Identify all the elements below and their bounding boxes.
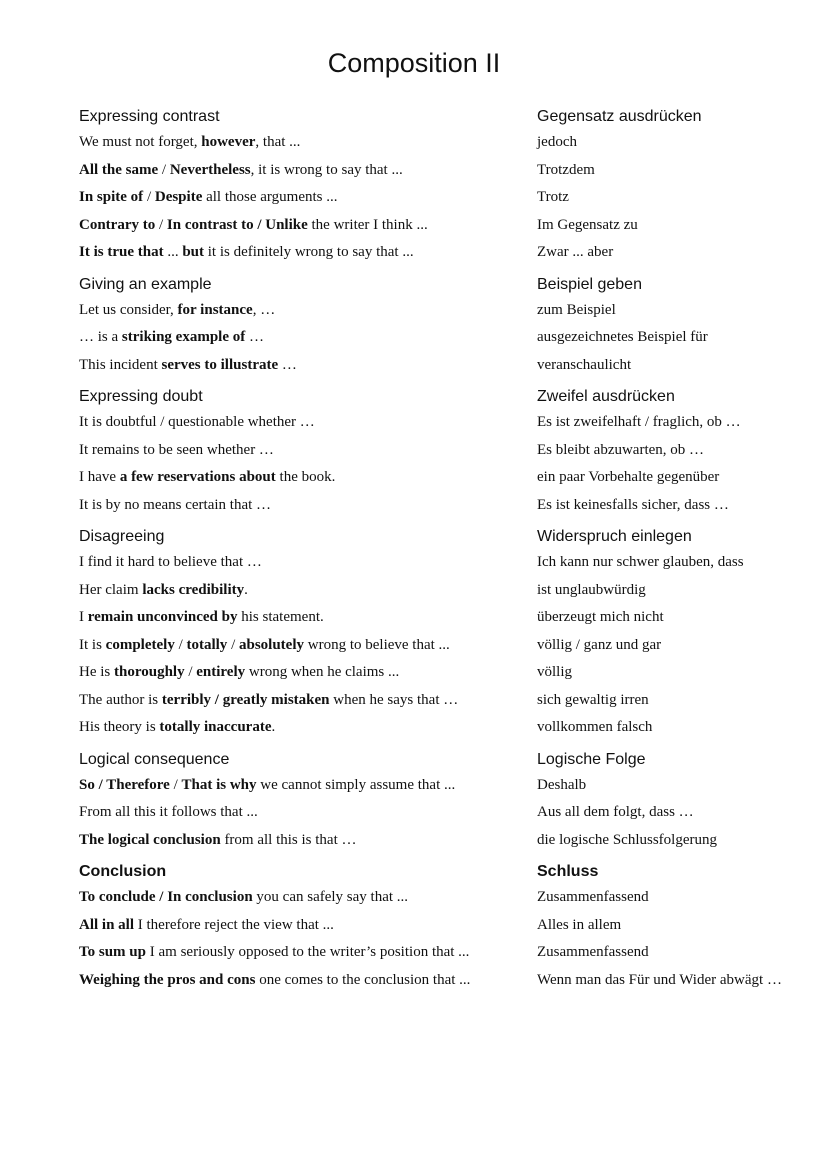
phrase-text: , that ... <box>255 134 301 150</box>
phrase-text: It is <box>79 636 106 653</box>
english-phrase <box>79 631 537 655</box>
english-phrase <box>79 798 537 822</box>
phrase-text: I find it hard to believe that … <box>79 554 262 570</box>
english-phrase <box>79 686 537 710</box>
section-heading-row <box>79 386 799 408</box>
english-phrase <box>79 713 537 737</box>
key-phrase: striking example of <box>121 329 246 345</box>
english-phrase <box>79 408 537 432</box>
phrase-text: , it is wrong to say that ... <box>250 161 403 178</box>
section-example <box>79 274 799 379</box>
german-translation: Aus all dem folgt, dass … <box>537 804 694 820</box>
german-translation: zum Beispiel <box>537 301 616 318</box>
section-heading-de: Schluss <box>537 863 599 880</box>
key-phrase: totally <box>186 636 228 653</box>
section-heading-row <box>79 274 799 296</box>
key-phrase: lacks credibility <box>142 581 245 598</box>
section-heading-de: Logische Folge <box>537 750 646 768</box>
phrase-row <box>79 296 799 324</box>
key-phrase: but <box>182 244 205 260</box>
phrase-row <box>79 491 799 519</box>
phrase-row <box>79 631 799 659</box>
section-consequence <box>79 749 799 854</box>
phrase-row <box>79 771 799 799</box>
english-phrase <box>79 323 537 347</box>
phrase-text: I therefore reject the view that ... <box>134 916 334 933</box>
german-translation: Zusammenfassend <box>537 944 649 960</box>
phrase-row <box>79 658 799 686</box>
english-phrase <box>79 771 537 795</box>
english-phrase <box>79 491 537 515</box>
phrase-text: I have <box>79 469 120 485</box>
english-phrase <box>79 603 537 627</box>
english-phrase <box>79 128 537 152</box>
german-translation: Zwar ... aber <box>537 244 614 260</box>
key-phrase: absolutely <box>238 636 304 653</box>
key-phrase: The logical conclusion <box>79 831 221 848</box>
key-phrase: terribly / greatly mistaken <box>161 691 330 708</box>
german-translation: veranschaulicht <box>537 356 632 373</box>
english-phrase <box>79 658 537 682</box>
german-translation: Deshalb <box>537 776 587 793</box>
phrase-text: / <box>184 664 197 680</box>
phrase-text: / <box>169 776 182 793</box>
german-translation: Im Gegensatz zu <box>537 216 638 233</box>
section-heading-en: Disagreeing <box>79 528 165 545</box>
phrase-text: / <box>155 216 167 233</box>
key-phrase: Nevertheless <box>169 161 251 178</box>
phrase-row <box>79 576 799 604</box>
phrase-text: It remains to be seen whether … <box>79 441 274 458</box>
phrase-text: … is a <box>79 329 122 345</box>
key-phrase: All the same <box>79 161 159 178</box>
phrase-row <box>79 156 799 184</box>
key-phrase: completely <box>105 636 175 653</box>
phrase-text: Her claim <box>79 581 143 598</box>
phrase-text: I <box>79 609 88 625</box>
german-translation: völlig <box>537 664 573 680</box>
phrase-row <box>79 211 799 239</box>
phrase-text: / <box>174 636 187 653</box>
german-translation: ist unglaubwürdig <box>537 581 646 598</box>
german-translation: Es ist keinesfalls sicher, dass … <box>537 496 729 513</box>
key-phrase: To sum up <box>79 944 146 960</box>
key-phrase: In contrast to / Unlike <box>166 216 308 233</box>
key-phrase: serves to illustrate <box>161 356 279 373</box>
section-heading-en: Conclusion <box>79 863 167 880</box>
phrase-text: Let us consider, <box>79 301 178 318</box>
key-phrase: It is true that <box>79 244 164 260</box>
phrase-text: His theory is <box>79 719 160 735</box>
phrase-text: / <box>143 189 155 205</box>
phrase-row <box>79 826 799 854</box>
german-translation: Trotzdem <box>537 161 595 178</box>
german-translation: Zusammenfassend <box>537 889 649 905</box>
phrase-row <box>79 238 799 266</box>
key-phrase: for instance <box>177 301 253 318</box>
section-heading-row <box>79 526 799 548</box>
phrase-text: from all this is that … <box>220 831 357 848</box>
phrase-row <box>79 603 799 631</box>
key-phrase: In spite of <box>79 189 144 205</box>
phrase-text: We must not forget, <box>79 134 202 150</box>
phrase-row <box>79 463 799 491</box>
phrase-text: I am seriously opposed to the writer’s position that ... <box>146 944 470 960</box>
key-phrase: entirely <box>196 664 246 680</box>
phrase-text: it is definitely wrong to say that ... <box>204 244 414 260</box>
key-phrase: a few reservations about <box>119 469 276 485</box>
phrase-text: The author is <box>79 691 162 708</box>
german-translation: völlig / ganz und gar <box>537 636 662 653</box>
english-phrase <box>79 826 537 850</box>
phrase-row <box>79 713 799 741</box>
german-translation: jedoch <box>537 134 577 150</box>
key-phrase: All in all <box>79 916 135 933</box>
english-phrase <box>79 576 537 600</box>
phrase-text: the writer I think ... <box>307 216 428 233</box>
section-heading-row <box>79 749 799 771</box>
phrase-row <box>79 323 799 351</box>
section-contrast <box>79 106 799 266</box>
phrase-text: when he says that … <box>329 691 459 708</box>
phrase-text: ... <box>163 244 183 260</box>
key-phrase: thoroughly <box>114 664 185 680</box>
phrase-text: / <box>158 161 170 178</box>
key-phrase: To conclude / In conclusion <box>79 889 253 905</box>
english-phrase <box>79 883 537 907</box>
section-doubt <box>79 386 799 518</box>
phrase-row <box>79 128 799 156</box>
german-translation: Es bleibt abzuwarten, ob … <box>537 441 705 458</box>
english-phrase <box>79 436 537 460</box>
phrase-text: . <box>271 719 276 735</box>
section-disagreeing <box>79 526 799 741</box>
english-phrase <box>79 238 537 262</box>
phrase-text: wrong to believe that ... <box>304 636 450 653</box>
phrase-row <box>79 351 799 379</box>
german-translation: überzeugt mich nicht <box>537 609 664 625</box>
phrase-text: one comes to the conclusion that ... <box>255 971 471 988</box>
english-phrase <box>79 211 537 235</box>
phrase-text: wrong when he claims ... <box>245 664 400 680</box>
phrase-text: … <box>278 356 297 373</box>
english-phrase <box>79 463 537 487</box>
key-phrase: Contrary to <box>79 216 156 233</box>
phrase-text: the book. <box>275 469 336 485</box>
english-phrase <box>79 156 537 180</box>
page-title: Composition II <box>327 48 501 78</box>
german-translation: Ich kann nur schwer glauben, dass <box>537 554 744 570</box>
key-phrase: Despite <box>154 189 203 205</box>
key-phrase: That is why <box>181 776 257 793</box>
phrase-row <box>79 548 799 576</box>
phrase-row <box>79 686 799 714</box>
key-phrase: So / Therefore <box>79 776 170 793</box>
phrase-row <box>79 966 799 994</box>
section-heading-en: Logical consequence <box>79 750 230 768</box>
phrase-sections <box>79 106 799 1001</box>
phrase-text: . <box>244 581 248 598</box>
section-heading-en: Giving an example <box>79 275 212 293</box>
english-phrase <box>79 351 537 375</box>
english-phrase <box>79 296 537 320</box>
phrase-text: … <box>245 329 264 345</box>
german-translation: Trotz <box>537 189 569 205</box>
phrase-text: It is by no means certain that … <box>79 496 272 513</box>
key-phrase: however <box>201 134 256 150</box>
section-heading-row <box>79 861 799 883</box>
phrase-text: From all this it follows that ... <box>79 804 258 820</box>
section-heading-de: Widerspruch einlegen <box>537 528 692 545</box>
phrase-row <box>79 911 799 939</box>
english-phrase <box>79 938 537 962</box>
section-heading-de: Zweifel ausdrücken <box>537 388 675 405</box>
phrase-text: his statement. <box>237 609 324 625</box>
english-phrase <box>79 966 537 990</box>
german-translation: sich gewaltig irren <box>537 691 649 708</box>
english-phrase <box>79 911 537 935</box>
key-phrase: Weighing the pros and cons <box>79 971 256 988</box>
phrase-row <box>79 408 799 436</box>
german-translation: Es ist zweifelhaft / fraglich, ob … <box>537 414 741 430</box>
german-translation: Alles in allem <box>537 916 622 933</box>
english-phrase <box>79 548 537 572</box>
german-translation: die logische Schlussfolgerung <box>537 831 717 848</box>
section-heading-en: Expressing doubt <box>79 388 203 405</box>
phrase-row <box>79 938 799 966</box>
key-phrase: totally inaccurate <box>159 719 272 735</box>
german-translation: Wenn man das Für und Wider abwägt … <box>537 971 782 988</box>
phrase-text: all those arguments ... <box>202 189 338 205</box>
phrase-text: He is <box>79 664 114 680</box>
german-translation: vollkommen falsch <box>537 719 653 735</box>
phrase-text: , … <box>252 301 276 318</box>
german-translation: ein paar Vorbehalte gegenüber <box>537 469 720 485</box>
phrase-row <box>79 883 799 911</box>
section-conclusion <box>79 861 799 993</box>
section-heading-de: Beispiel geben <box>537 275 642 293</box>
phrase-text: we cannot simply assume that ... <box>256 776 456 793</box>
section-heading-row <box>79 106 799 128</box>
phrase-row <box>79 798 799 826</box>
phrase-row <box>79 436 799 464</box>
phrase-text: / <box>227 636 239 653</box>
phrase-text: It is doubtful / questionable whether … <box>79 414 315 430</box>
phrase-row <box>79 183 799 211</box>
phrase-text: This incident <box>79 356 162 373</box>
phrase-text: you can safely say that ... <box>252 889 409 905</box>
key-phrase: remain unconvinced by <box>87 609 238 625</box>
section-heading-en: Expressing contrast <box>79 108 220 125</box>
german-translation: ausgezeichnetes Beispiel für <box>537 329 708 345</box>
english-phrase <box>79 183 537 207</box>
section-heading-de: Gegensatz ausdrücken <box>537 108 702 125</box>
